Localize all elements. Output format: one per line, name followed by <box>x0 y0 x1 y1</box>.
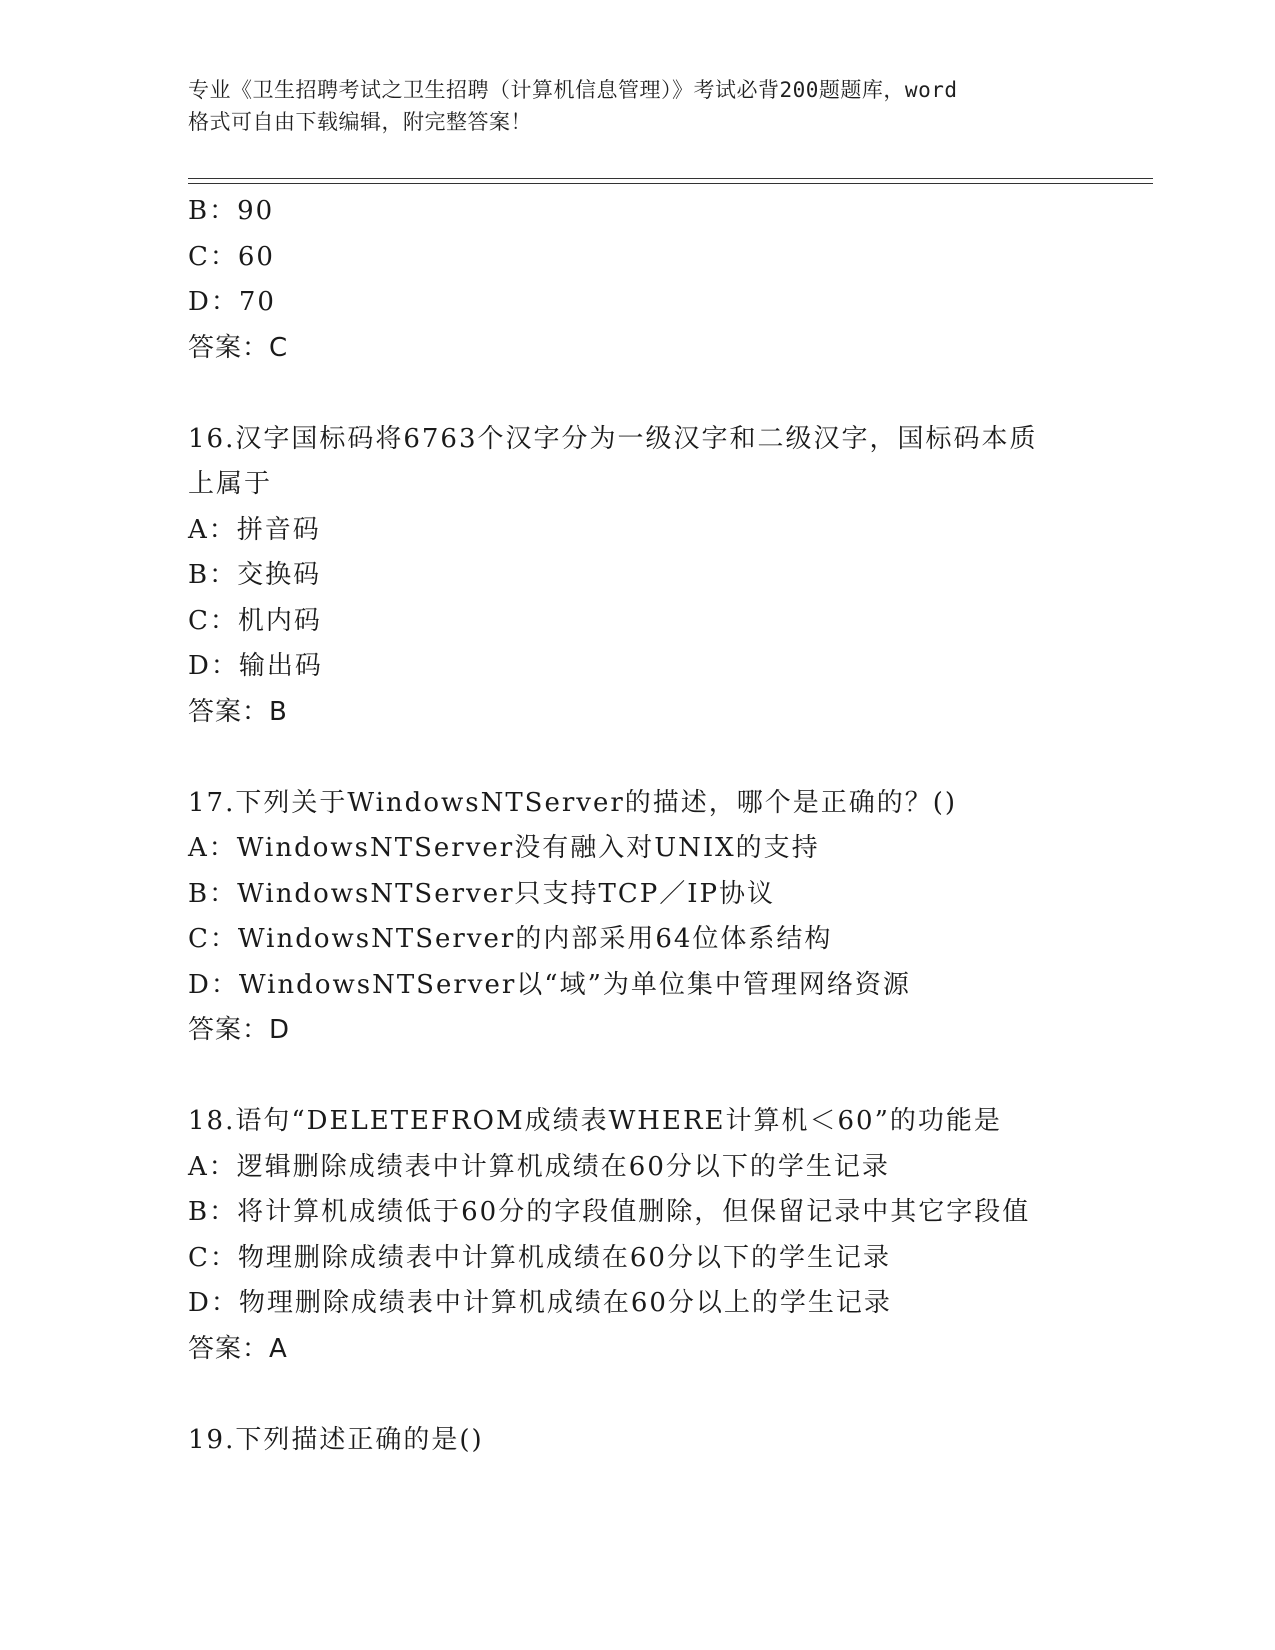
option-d: D：输出码 <box>188 651 323 681</box>
option-d: D：物理删除成绩表中计算机成绩在60分以上的学生记录 <box>188 1288 892 1318</box>
question-stem-cont: 上属于 <box>188 469 273 499</box>
option-c: C：机内码 <box>188 605 322 636</box>
answer: 答案：C <box>188 332 289 363</box>
option-a: A：拼音码 <box>188 514 321 545</box>
page-header <box>188 74 1088 138</box>
option-b: B：交换码 <box>188 560 322 590</box>
header-rule-bottom <box>188 183 1153 184</box>
question-stem: 19.下列描述正确的是() <box>188 1424 484 1455</box>
question-list <box>188 189 1148 1463</box>
option-d: D：70 <box>188 287 276 317</box>
option-c: C：60 <box>188 241 275 272</box>
answer: 答案：B <box>188 696 288 727</box>
option-c: C：物理删除成绩表中计算机成绩在60分以下的学生记录 <box>188 1242 891 1273</box>
option-a: A：逻辑删除成绩表中计算机成绩在60分以下的学生记录 <box>188 1151 890 1182</box>
question-17 <box>188 781 1148 1054</box>
option-d: D：WindowsNTServer以“域”为单位集中管理网络资源 <box>188 969 911 1000</box>
question-stem: 16.汉字国标码将6763个汉字分为一级汉字和二级汉字，国标码本质 <box>188 423 1038 454</box>
header-line-1: 专业《卫生招聘考试之卫生招聘（计算机信息管理）》考试必背200题题库，word <box>188 78 958 102</box>
question-stem: 18.语句“DELETEFROM成绩表WHERE计算机＜60”的功能是 <box>188 1106 1002 1136</box>
question-19 <box>188 1418 1148 1464</box>
option-b: B：WindowsNTServer只支持TCP／IP协议 <box>188 878 776 909</box>
question-15 <box>188 189 1148 371</box>
answer: 答案：D <box>188 1015 291 1045</box>
question-16 <box>188 417 1148 736</box>
answer: 答案：A <box>188 1333 288 1364</box>
question-18 <box>188 1099 1148 1372</box>
option-c: C：WindowsNTServer的内部采用64位体系结构 <box>188 924 833 954</box>
option-b: B：90 <box>188 196 275 226</box>
question-stem: 17.下列关于WindowsNTServer的描述，哪个是正确的？() <box>188 787 958 818</box>
option-b: B：将计算机成绩低于60分的字段值删除，但保留记录中其它字段值 <box>188 1197 1031 1227</box>
header-rule-top <box>188 178 1153 179</box>
option-a: A：WindowsNTServer没有融入对UNIX的支持 <box>188 833 820 863</box>
header-line-2: 格式可自由下载编辑，附完整答案！ <box>188 110 532 134</box>
